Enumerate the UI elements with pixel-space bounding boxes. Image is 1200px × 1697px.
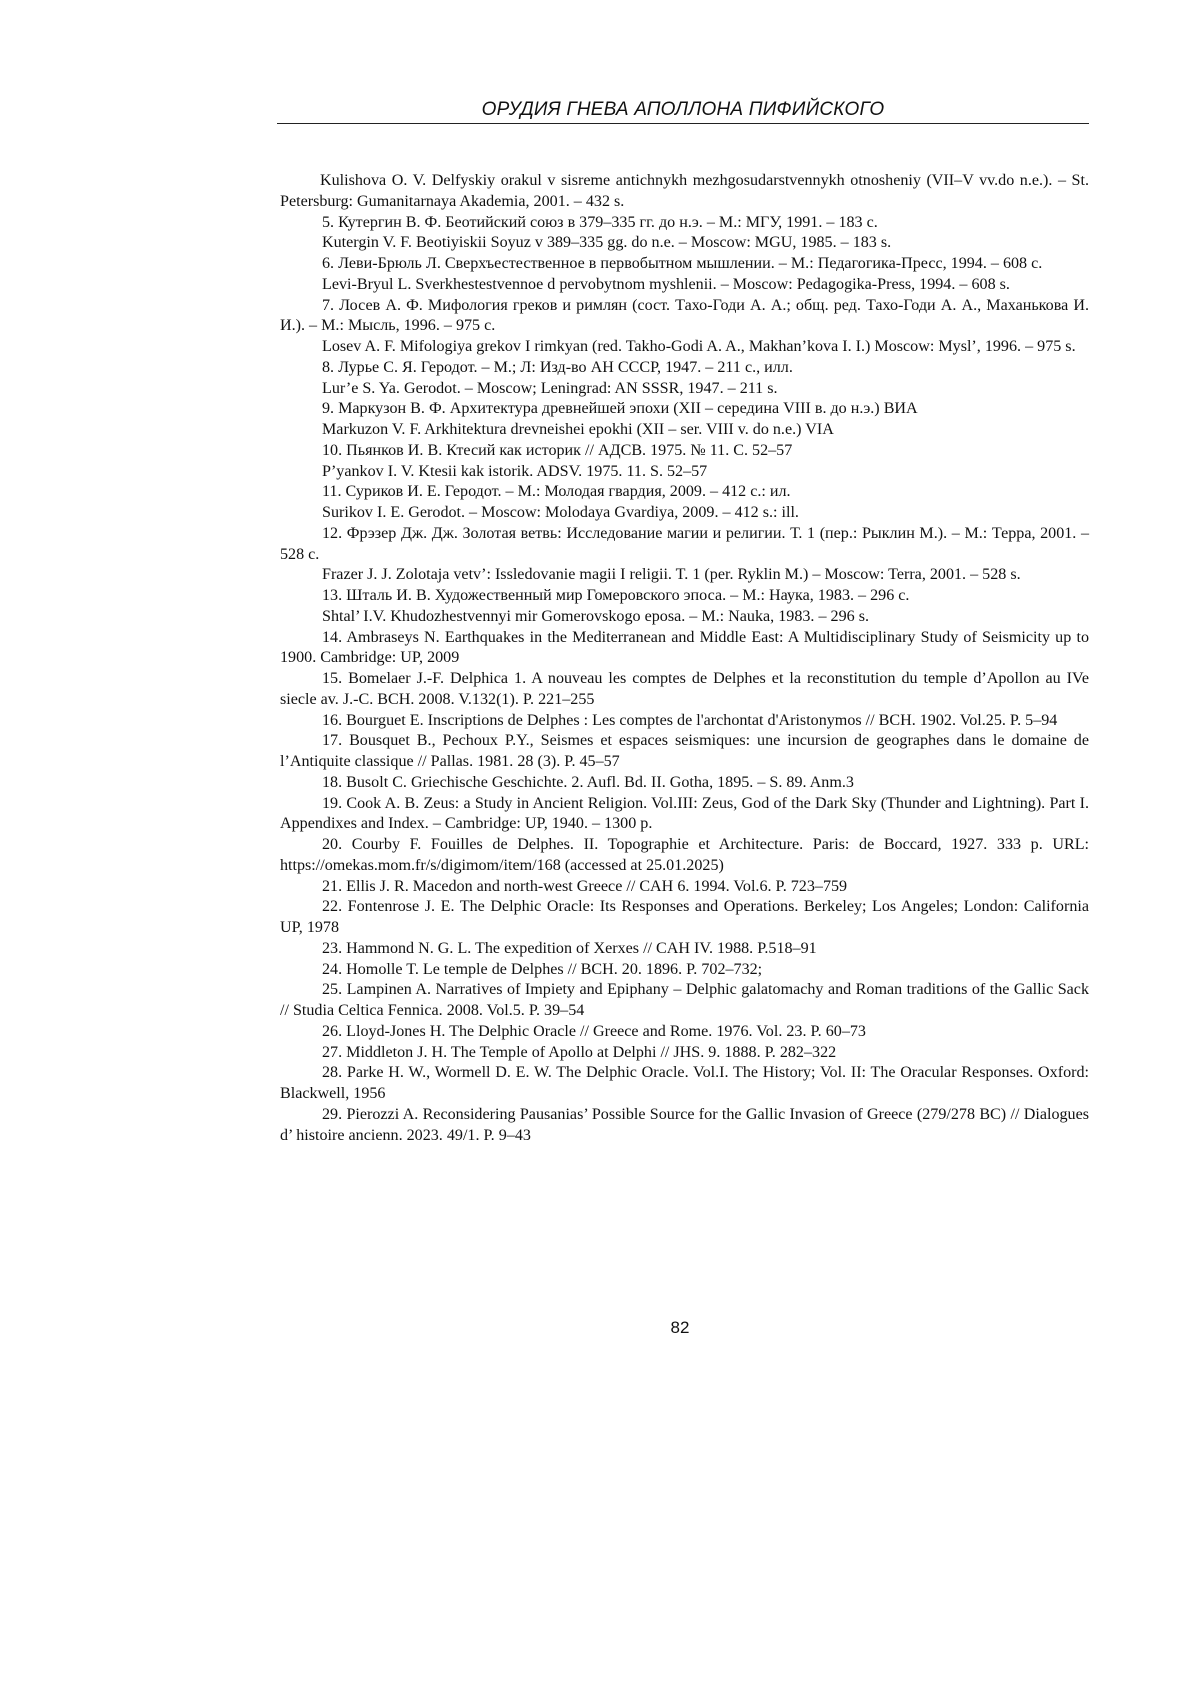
reference-entry: 25. Lampinen A. Narratives of Impiety and Epiphany – Delphic galatomachy and Roman traditions of the Gallic Sack // Studia Celtica Fennica. 2008. Vol.5. P. 39–54 [280, 980, 1089, 1022]
page-number: 82 [640, 1316, 720, 1340]
reference-entry: Kutergin V. F. Beotiyiskii Soyuz v 389–335 gg. do n.e. – Moscow: MGU, 1985. – 183 s. [280, 233, 1089, 254]
reference-entry: 5. Кутергин В. Ф. Беотийский союз в 379–335 гг. до н.э. – М.: МГУ, 1991. – 183 с. [280, 213, 1089, 234]
reference-entry: 9. Маркузон В. Ф. Архитектура древнейшей эпохи (XII – середина VIII в. до н.э.) ВИА [280, 399, 1089, 420]
reference-entry: Frazer J. J. Zolotaja vetv’: Issledovanie magii I religii. T. 1 (per. Ryklin M.) – Moscow: Terra, 2001. – 528 s. [280, 565, 1089, 586]
reference-entry: 16. Bourguet E. Inscriptions de Delphes : Les comptes de l'archontat d'Aristonymos // BCH. 1902. Vol.25. P. 5–94 [280, 711, 1089, 732]
reference-entry: Surikov I. E. Gerodot. – Moscow: Molodaya Gvardiya, 2009. – 412 s.: ill. [280, 503, 1089, 524]
header-rule [277, 123, 1089, 124]
reference-entry: 24. Homolle T. Le temple de Delphes // BCH. 20. 1896. P. 702–732; [280, 960, 1089, 981]
reference-entry: P’yankov I. V. Ktesii kak istorik. ADSV. 1975. 11. S. 52–57 [280, 462, 1089, 483]
reference-entry: 22. Fontenrose J. E. The Delphic Oracle: Its Responses and Operations. Berkeley; Los Angeles; London: California UP, 1978 [280, 897, 1089, 939]
reference-entry: 8. Лурье С. Я. Геродот. – М.; Л: Изд-во АН СССР, 1947. – 211 с., илл. [280, 358, 1089, 379]
reference-entry: 14. Ambraseys N. Earthquakes in the Mediterranean and Middle East: A Multidisciplinary Study of Seismicity up to 1900. Cambridge: UP, 2009 [280, 628, 1089, 670]
reference-entry: 28. Parke H. W., Wormell D. E. W. The Delphic Oracle. Vol.I. The History; Vol. II: The Oracular Responses. Oxford: Blackwell, 1956 [280, 1063, 1089, 1105]
reference-entry: 29. Pierozzi A. Reconsidering Pausanias’ Possible Source for the Gallic Invasion of Greece (279/278 BC) // Dialogues d’ histoire ancienn. 2023. 49/1. P. 9–43 [280, 1105, 1089, 1147]
reference-entry: 26. Lloyd-Jones H. The Delphic Oracle // Greece and Rome. 1976. Vol. 23. P. 60–73 [280, 1022, 1089, 1043]
reference-entry: 23. Hammond N. G. L. The expedition of Xerxes // CAH IV. 1988. P.518–91 [280, 939, 1089, 960]
reference-entry: 19. Cook A. B. Zeus: a Study in Ancient Religion. Vol.III: Zeus, God of the Dark Sky (Thunder and Lightning). Part I. Appendixes and Index. – Cambridge: UP, 1940. – 1300 p. [280, 794, 1089, 836]
reference-entry: Lur’e S. Ya. Gerodot. – Moscow; Leningrad: AN SSSR, 1947. – 211 s. [280, 379, 1089, 400]
reference-entry: 12. Фрэзер Дж. Дж. Золотая ветвь: Исследование магии и религии. Т. 1 (пер.: Рыклин М.). – М.: Терра, 2001. – 528 с. [280, 524, 1089, 566]
reference-entry: 27. Middleton J. H. The Temple of Apollo at Delphi // JHS. 9. 1888. P. 282–322 [280, 1043, 1089, 1064]
reference-list [280, 171, 1089, 1146]
reference-entry: 10. Пьянков И. В. Ктесий как историк // АДСВ. 1975. № 11. С. 52–57 [280, 441, 1089, 462]
reference-entry: Levi-Bryul L. Sverkhestestvennoe d pervobytnom myshlenii. – Moscow: Pedagogika-Press, 1994. – 608 s. [280, 275, 1089, 296]
running-header: ОРУДИЯ ГНЕВА АПОЛЛОНА ПИФИЙСКОГО [277, 96, 1089, 124]
reference-entry: 7. Лосев А. Ф. Мифология греков и римлян (сост. Тахо-Годи А. А.; общ. ред. Тахо-Годи А. А., Маханькова И. И.). – М.: Мысль, 1996. – 975 с. [280, 296, 1089, 338]
reference-entry: 21. Ellis J. R. Macedon and north-west Greece // CAH 6. 1994. Vol.6. P. 723–759 [280, 877, 1089, 898]
reference-entry: Shtal’ I.V. Khudozhestvennyi mir Gomerovskogo eposa. – M.: Nauka, 1983. – 296 s. [280, 607, 1089, 628]
reference-entry: 17. Bousquet B., Pechoux P.Y., Seismes et espaces seismiques: une incursion de geographes dans le domaine de l’Antiquite classique // Pallas. 1981. 28 (3). P. 45–57 [280, 731, 1089, 773]
reference-entry: 18. Busolt C. Griechische Geschichte. 2. Aufl. Bd. II. Gotha, 1895. – S. 89. Anm.3 [280, 773, 1089, 794]
reference-entry: Markuzon V. F. Arkhitektura drevneishei epokhi (XII – ser. VIII v. do n.e.) VIA [280, 420, 1089, 441]
reference-entry: Kulishova O. V. Delfyskiy orakul v sisreme antichnykh mezhgosudarstvennykh otnosheniy (VII–V vv.do n.e.). – St. Petersburg: Gumanitarnaya Akademia, 2001. – 432 s. [280, 171, 1089, 213]
reference-entry: 20. Courby F. Fouilles de Delphes. II. Topographie et Architecture. Paris: de Boccard, 1927. 333 p. URL: https://omekas.mom.fr/s/digimom/item/168 (accessed at 25.01.2025) [280, 835, 1089, 877]
reference-entry: 6. Леви-Брюль Л. Сверхъестественное в первобытном мышлении. – М.: Педагогика-Пресс, 1994. – 608 с. [280, 254, 1089, 275]
reference-entry: 15. Bomelaer J.-F. Delphica 1. A nouveau les comptes de Delphes et la reconstitution du temple d’Apollon au IVe siecle av. J.-C. BCH. 2008. V.132(1). P. 221–255 [280, 669, 1089, 711]
reference-entry: 13. Шталь И. В. Художественный мир Гомеровского эпоса. – М.: Наука, 1983. – 296 с. [280, 586, 1089, 607]
reference-entry: Losev A. F. Mifologiya grekov I rimkyan (red. Takho-Godi A. A., Makhan’kova I. I.) Moscow: Mysl’, 1996. – 975 s. [280, 337, 1089, 358]
reference-entry: 11. Суриков И. Е. Геродот. – М.: Молодая гвардия, 2009. – 412 с.: ил. [280, 482, 1089, 503]
